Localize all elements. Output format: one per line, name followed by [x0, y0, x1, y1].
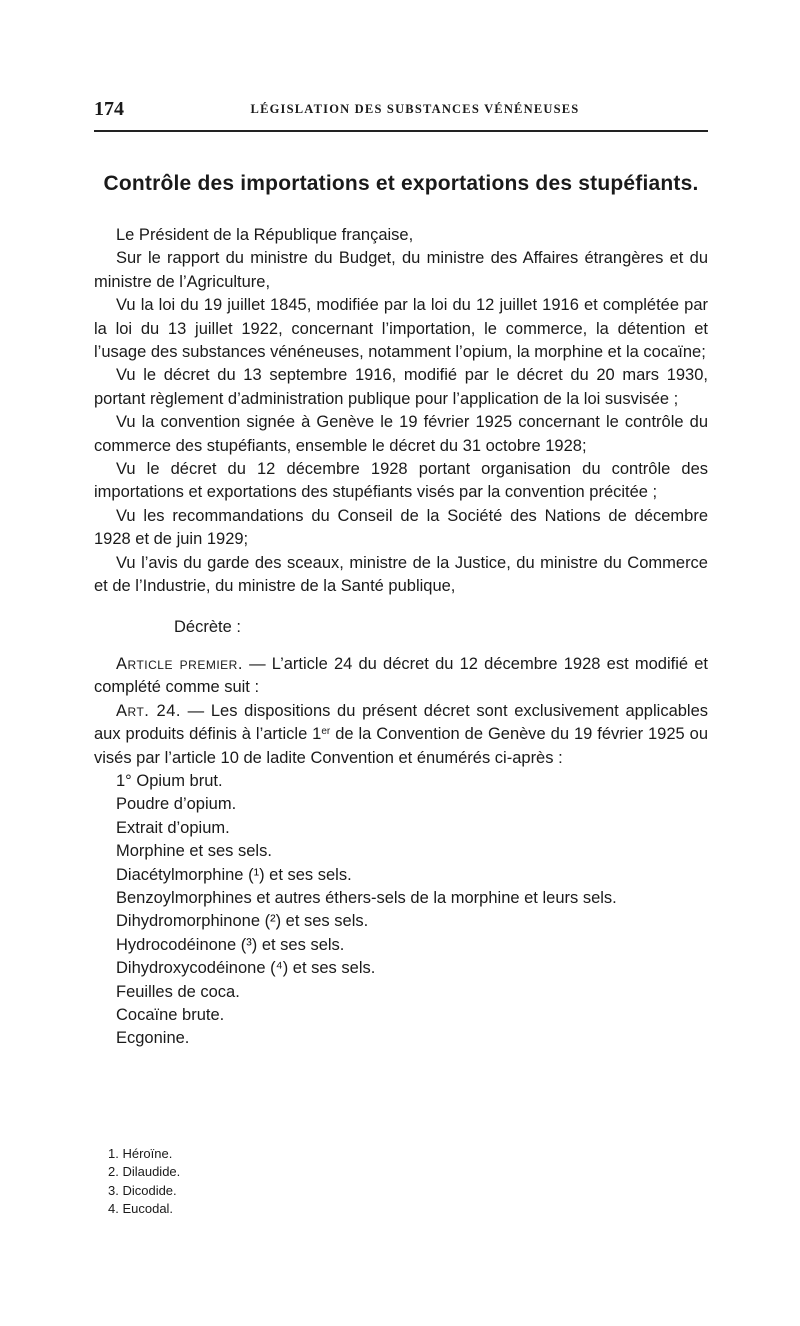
list-item: Feuilles de coca. [116, 982, 240, 1001]
footnote-ref: (²) [264, 912, 282, 931]
footnote: 3. Dicodide. [108, 1182, 177, 1198]
paragraph: Vu les recommandations du Conseil de la Société des Nations de décembre 1928 et de juin 1929; [94, 506, 708, 549]
footnote-ref: (¹) [248, 865, 265, 884]
paragraph: Le Président de la République française, [116, 226, 414, 244]
list-item: Cocaïne brute. [116, 1006, 225, 1024]
paragraph: Vu l’avis du garde des sceaux, ministre de la Justice, du ministre du Commerce et de l’Industrie, du ministre de la Santé publique, [94, 553, 708, 596]
article-text: — Les dispositions du présent décret sont exclusivement applicables aux produits définis à l’article 1 [94, 701, 709, 744]
list-item: Extrait d’opium. [116, 818, 230, 837]
substances-list [94, 770, 708, 1051]
list-item: Dihydroxycodéinone (⁴) et ses sels. [116, 959, 376, 978]
page-number: 174 [94, 98, 124, 120]
section-heading: Contrôle des importations et exportations des stupéfiants. [103, 172, 699, 195]
list-item: Hydrocodéinone (³) et ses sels. [116, 935, 345, 954]
header-rule [94, 130, 708, 132]
footnote-ref: (³) [240, 935, 258, 954]
list-item: 1° Opium brut. [116, 771, 223, 790]
article-text: de la Convention de Genève du 19 février 1925 ou visés par l’article 10 de ladite Convention et énumérés ci-après : [94, 725, 708, 767]
paragraph: Sur le rapport du ministre du Budget, du ministre des Affaires étrangères et du ministre de l’Agriculture, [94, 249, 708, 291]
paragraph: Vu la convention signée à Genève le 19 février 1925 concernant le contrôle du commerce des stupéfiants, ensemble le décret du 31 octobre 1928; [94, 413, 708, 455]
footnote: 4. Eucodal. [108, 1201, 174, 1217]
list-item: Morphine et ses sels. [116, 842, 272, 861]
decrete-line: Décrète : [174, 617, 241, 636]
list-item: Ecgonine. [116, 1029, 190, 1048]
running-title: LÉGISLATION DES SUBSTANCES VÉNÉNEUSES [250, 102, 580, 116]
footnotes [108, 1145, 708, 1219]
article-text: — L’article 24 du décret du 12 décembre 1928 est modifié et complété comme suit : [94, 654, 708, 697]
paragraph: Vu le décret du 12 décembre 1928 portant organisation du contrôle des importations et exportations des stupéfiants visés par la convention précitée ; [94, 460, 708, 502]
paragraph: Vu la loi du 19 juillet 1845, modifiée par la loi du 12 juillet 1916 et complétée par la loi du 13 juillet 1922, concernant l’importation, le commerce, la détention et l’usage des substances vénéneuses, notamment l’opium, la morphine et la cocaïne; [94, 296, 708, 362]
footnote-ref: (⁴) [270, 959, 289, 978]
article-24 [94, 700, 708, 770]
article-premier [94, 653, 708, 700]
footnote: 2. Dilaudide. [108, 1164, 181, 1180]
article-label: Article premier. [116, 654, 243, 673]
paragraph: Vu le décret du 13 septembre 1916, modifié par le décret du 20 mars 1930, portant règlement d’administration publique pour l’application de la loi susvisée ; [94, 366, 708, 408]
superscript: er [321, 726, 331, 738]
list-item: Diacétylmorphine (¹) et ses sels. [116, 865, 352, 884]
list-item: Benzoylmorphines et autres éthers-sels de la morphine et leurs sels. [116, 888, 617, 907]
footnote: 1. Héroïne. [108, 1146, 173, 1161]
list-item: Poudre d’opium. [116, 795, 237, 814]
list-item: Dihydromorphinone (²) et ses sels. [116, 912, 369, 931]
document-body [94, 224, 708, 1051]
article-label: Art. 24. [116, 701, 181, 720]
page-header [94, 98, 708, 120]
